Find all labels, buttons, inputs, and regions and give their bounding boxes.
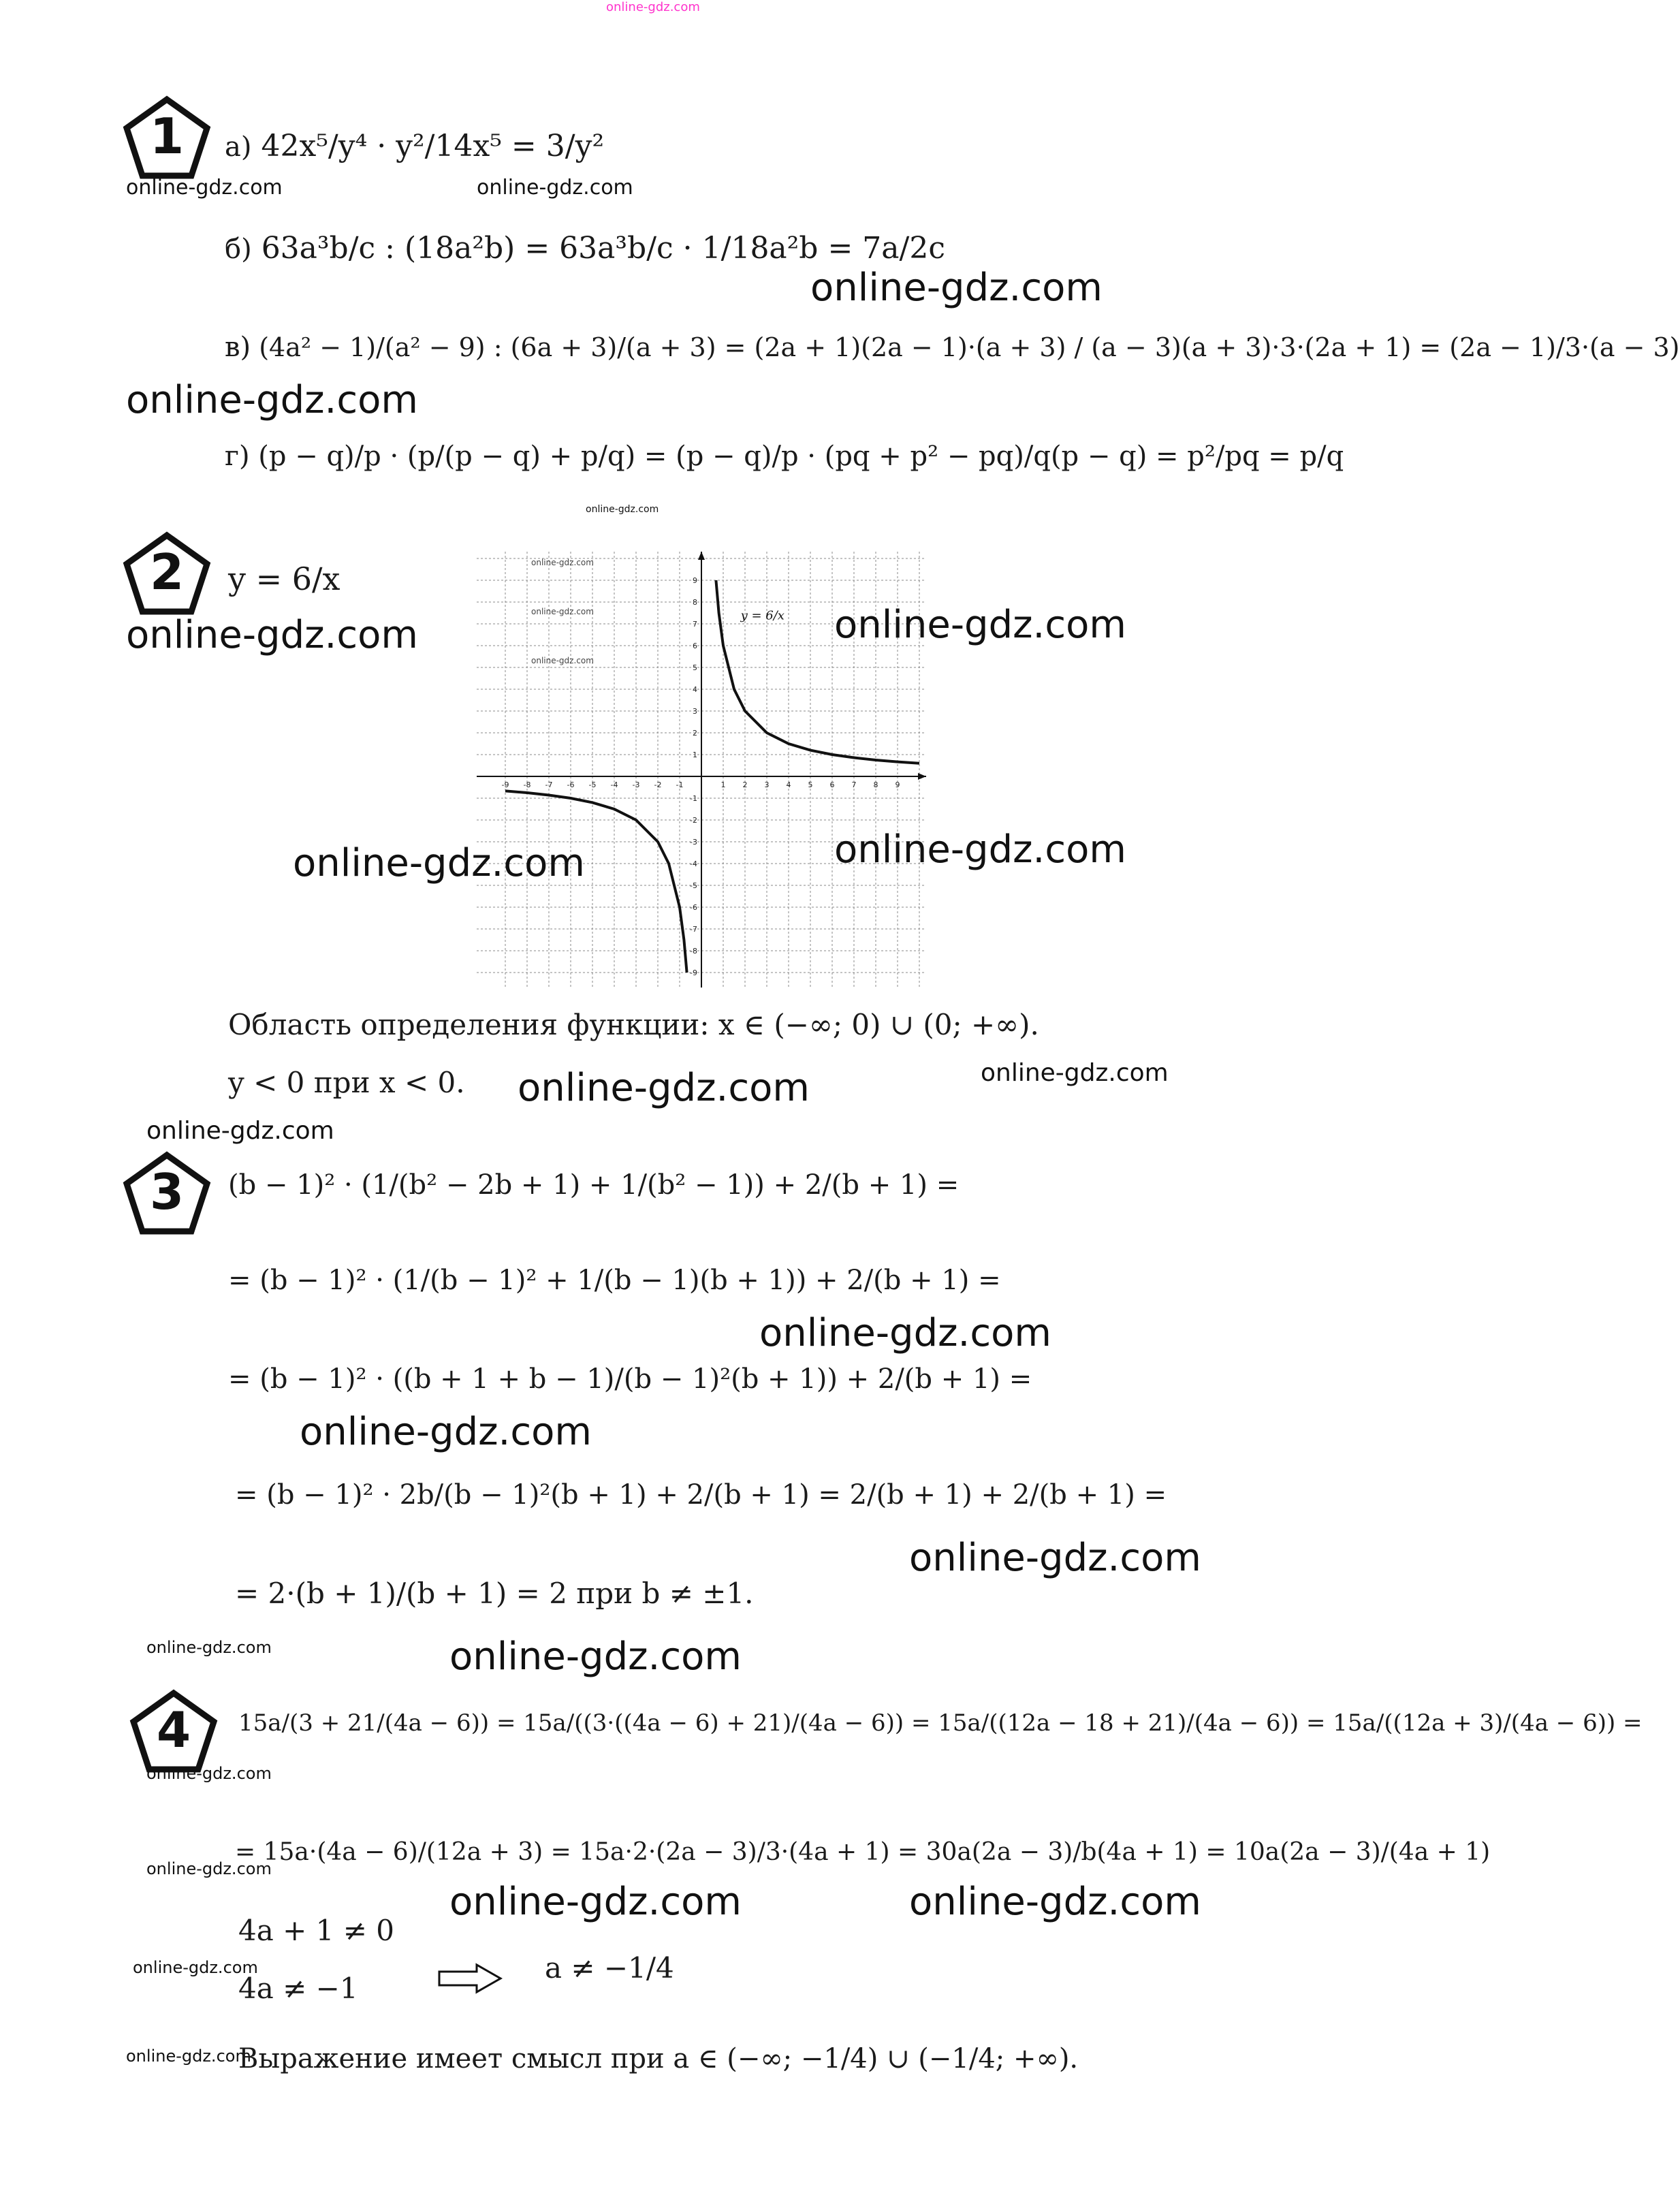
task4-conclusion: Выражение имеет смысл при a ∈ (−∞; −1/4) ∪ (−1/4; +∞).	[238, 2043, 1079, 2074]
watermark: online-gdz.com	[531, 558, 594, 567]
x-tick-label: -5	[588, 780, 597, 789]
watermark: online-gdz.com	[449, 1880, 742, 1924]
x-tick-label: -1	[676, 780, 684, 789]
x-tick-label: 7	[851, 780, 857, 789]
task4-condition-2: 4a ≠ −1	[238, 1972, 358, 2005]
task1-v-expression: (4a² − 1)/(a² − 9) : (6a + 3)/(a + 3) = (2a + 1)(2a − 1)·(a + 3) / (a − 3)(a + 3)·3·(2a + 1) = (2a − 1)/3·(a − 3)	[259, 332, 1680, 362]
task1-b-expression: 63a³b/c : (18a²b) = 63a³b/c · 1/18a²b = 7a/2c	[261, 231, 945, 266]
watermark: online-gdz.com	[477, 176, 633, 200]
watermark: online-gdz.com	[126, 176, 283, 200]
y-tick-label: 8	[693, 598, 697, 607]
x-tick-label: 4	[786, 780, 791, 789]
x-tick-label: -7	[545, 780, 553, 789]
y-tick-label: 1	[693, 751, 697, 759]
x-axis-arrow	[918, 773, 926, 780]
watermark: online-gdz.com	[759, 1311, 1051, 1355]
x-tick-label: -3	[632, 780, 640, 789]
y-tick-label: -7	[690, 925, 697, 934]
implies-arrow-icon	[436, 1961, 504, 1995]
task1-g	[225, 436, 1344, 477]
task1-a	[225, 126, 604, 168]
y-tick-label: -2	[690, 816, 697, 825]
task1-v	[225, 327, 1680, 368]
task4-result: a ≠ −1/4	[545, 1951, 674, 1985]
task2-domain-text: Область определения функции: x ∈ (−∞; 0) ∪ (0; +∞).	[228, 1008, 1039, 1041]
task-number-1-badge	[123, 95, 211, 180]
task4-line-2: = 15a·(4a − 6)/(12a + 3) = 15a·2·(2a − 3)/3·(4a + 1) = 30a(2a − 3)/b(4a + 1) = 10a(2a − 3)/(4a + 1)	[235, 1838, 1491, 1866]
watermark: online-gdz.com	[449, 1635, 742, 1679]
watermark: online-gdz.com	[810, 266, 1103, 310]
watermark: online-gdz.com	[146, 1117, 334, 1145]
y-tick-label: 4	[693, 685, 697, 694]
watermark: online-gdz.com	[981, 1059, 1169, 1087]
y-tick-label: 5	[693, 663, 697, 672]
y-tick-label: 6	[693, 642, 697, 650]
task-number-3: 3	[149, 1163, 185, 1220]
watermark: online-gdz.com	[146, 1638, 272, 1657]
watermark: online-gdz.com	[909, 1880, 1201, 1924]
x-tick-label: 8	[873, 780, 878, 789]
watermark: online-gdz.com	[518, 1066, 810, 1110]
task3-line-2: = (b − 1)² · (1/(b − 1)² + 1/(b − 1)(b + 1)) + 2/(b + 1) =	[228, 1265, 1001, 1296]
y-tick-label: -1	[690, 794, 697, 803]
task3-line-5: = 2·(b + 1)/(b + 1) = 2 при b ≠ ±1.	[235, 1577, 754, 1610]
y-tick-label: -8	[690, 947, 697, 956]
watermark: online-gdz.com	[909, 1536, 1201, 1580]
y-axis-arrow	[698, 552, 705, 560]
x-tick-label: 9	[895, 780, 900, 789]
watermark: online-gdz.com	[133, 1958, 258, 1977]
watermark: online-gdz.com	[126, 2047, 251, 2066]
x-tick-label: 6	[829, 780, 835, 789]
task3-line-3: = (b − 1)² · ((b + 1 + b − 1)/(b − 1)²(b + 1)) + 2/(b + 1) =	[228, 1363, 1032, 1395]
y-tick-label: 2	[693, 729, 697, 738]
watermark: online-gdz.com	[293, 841, 585, 885]
y-tick-label: 3	[693, 707, 697, 716]
watermark: online-gdz.com	[126, 378, 418, 422]
watermark: online-gdz.com	[126, 613, 418, 657]
task3-line-1: (b − 1)² · (1/(b² − 2b + 1) + 1/(b² − 1)) + 2/(b + 1) =	[228, 1169, 960, 1201]
x-tick-label: 1	[720, 780, 726, 789]
task4-line-1: 15a/(3 + 21/(4a − 6)) = 15a/((3·((4a − 6) + 21)/(4a − 6)) = 15a/((12a − 18 + 21)/(4a − 6)) = 15a/((12a + 3)/(4a − 6)) =	[238, 1709, 1643, 1737]
task1-g-expression: (p − q)/p · (p/(p − q) + p/q) = (p − q)/p · (pq + p² − pq)/q(p − q) = p²/pq = p/q	[258, 441, 1344, 472]
y-tick-label: -3	[690, 838, 697, 847]
task3-line-4: = (b − 1)² · 2b/(b − 1)²(b + 1) + 2/(b + 1) = 2/(b + 1) + 2/(b + 1) =	[235, 1479, 1167, 1511]
y-tick-label: 9	[693, 576, 697, 585]
watermark: online-gdz.com	[834, 603, 1126, 647]
watermark: online-gdz.com	[834, 827, 1126, 872]
task2-function: y = 6/x	[228, 561, 340, 597]
x-tick-label: -8	[523, 780, 531, 789]
series-label: y = 6/x	[740, 608, 784, 623]
y-tick-label: -5	[690, 881, 697, 890]
x-tick-label: -4	[610, 780, 618, 789]
task4-condition-1: 4a + 1 ≠ 0	[238, 1914, 394, 1947]
watermark: online-gdz.com	[531, 607, 594, 616]
task-number-3-badge	[123, 1151, 211, 1235]
x-tick-label: -2	[654, 780, 662, 789]
y-tick-label: -4	[690, 859, 697, 868]
x-tick-label: 2	[742, 780, 748, 789]
task1-b-label: б)	[225, 234, 252, 265]
task-number-2-badge	[123, 531, 211, 616]
top-watermark: online-gdz.com	[606, 0, 700, 14]
task1-g-label: г)	[225, 441, 250, 472]
task-number-1: 1	[149, 108, 185, 165]
watermark: online-gdz.com	[146, 1859, 272, 1878]
task-number-2: 2	[149, 543, 185, 601]
watermark: online-gdz.com	[300, 1410, 592, 1454]
watermark: online-gdz.com	[586, 504, 659, 515]
y-tick-label: -9	[690, 968, 697, 977]
x-tick-label: -6	[567, 780, 575, 789]
watermark: online-gdz.com	[146, 1764, 272, 1783]
y-tick-label: -6	[690, 903, 697, 912]
task-number-4: 4	[156, 1701, 191, 1758]
task1-a-label: а)	[225, 131, 252, 163]
task1-a-expression: 42x⁵/y⁴ · y²/14x⁵ = 3/y²	[261, 129, 605, 163]
y-tick-label: 7	[693, 620, 697, 629]
task-number-4-badge	[129, 1689, 218, 1773]
task1-v-label: в)	[225, 332, 251, 363]
watermark: online-gdz.com	[531, 656, 594, 665]
x-tick-label: -9	[501, 780, 509, 789]
x-tick-label: 5	[808, 780, 813, 789]
task2-sign-text: y < 0 при x < 0.	[228, 1066, 465, 1099]
task1-b	[225, 228, 945, 270]
x-tick-label: 3	[764, 780, 770, 789]
